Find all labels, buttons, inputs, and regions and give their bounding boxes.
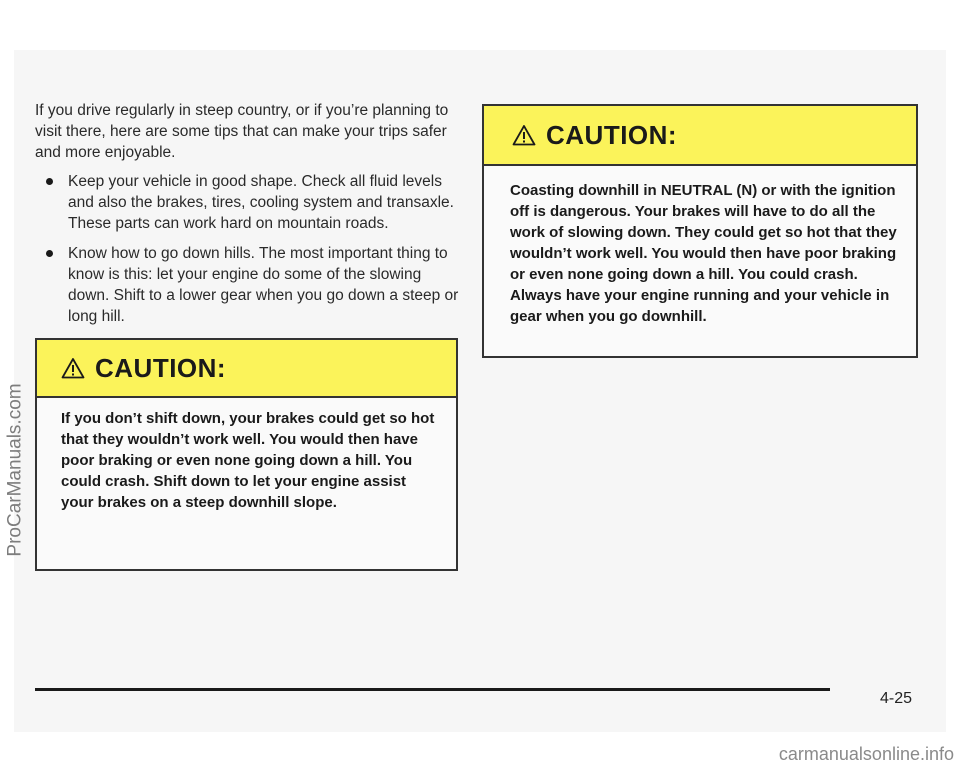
caution-text: If you don’t shift down, your brakes could get so hot that they wouldn’t work well. You would then have poor braking or even none going down a hill. You could crash. Shift down to let your engine assist your brakes on a steep downhill slope. <box>61 410 435 511</box>
warning-triangle-icon <box>512 124 536 146</box>
side-watermark-text: ProCarManuals.com <box>4 383 26 557</box>
caution-heading: CAUTION: <box>546 119 678 150</box>
caution-heading: CAUTION: <box>95 352 227 383</box>
caution-box-right <box>482 104 918 358</box>
bullet-item <box>35 171 460 234</box>
bullet-item <box>35 243 460 327</box>
bullet-dot-icon <box>46 178 53 185</box>
bullet-text: Keep your vehicle in good shape. Check all fluid levels and also the brakes, tires, cooling system and transaxle. These parts can work hard on mountain roads. <box>68 173 454 232</box>
caution-box-left <box>35 338 458 571</box>
intro-section <box>35 100 460 336</box>
caution-header <box>37 340 456 398</box>
bullet-dot-icon <box>46 250 53 257</box>
caution-header <box>484 106 916 166</box>
warning-triangle-icon <box>61 357 85 379</box>
page-number: 4-25 <box>880 690 913 707</box>
caution-text: Coasting downhill in NEUTRAL (N) or with the ignition off is dangerous. Your brakes will have to do all the work of slowing down. They could get so hot that they wouldn’t work well. You would then have poor braking or even none going down a hill. You could crash. Always have your engine running and your vehicle in gear when you go downhill. <box>510 182 897 325</box>
bottom-watermark: carmanualsonline.info <box>778 744 954 764</box>
intro-paragraph: If you drive regularly in steep country, or if you’re planning to visit there, here are some tips that can make your trips safer and more enjoyable. <box>35 102 449 161</box>
bullet-text: Know how to go down hills. The most important thing to know is this: let your engine do some of the slowing down. Shift to a lower gear when you go down a steep or long hill. <box>68 245 459 325</box>
side-watermark <box>4 383 27 557</box>
footer-rule <box>35 688 830 691</box>
